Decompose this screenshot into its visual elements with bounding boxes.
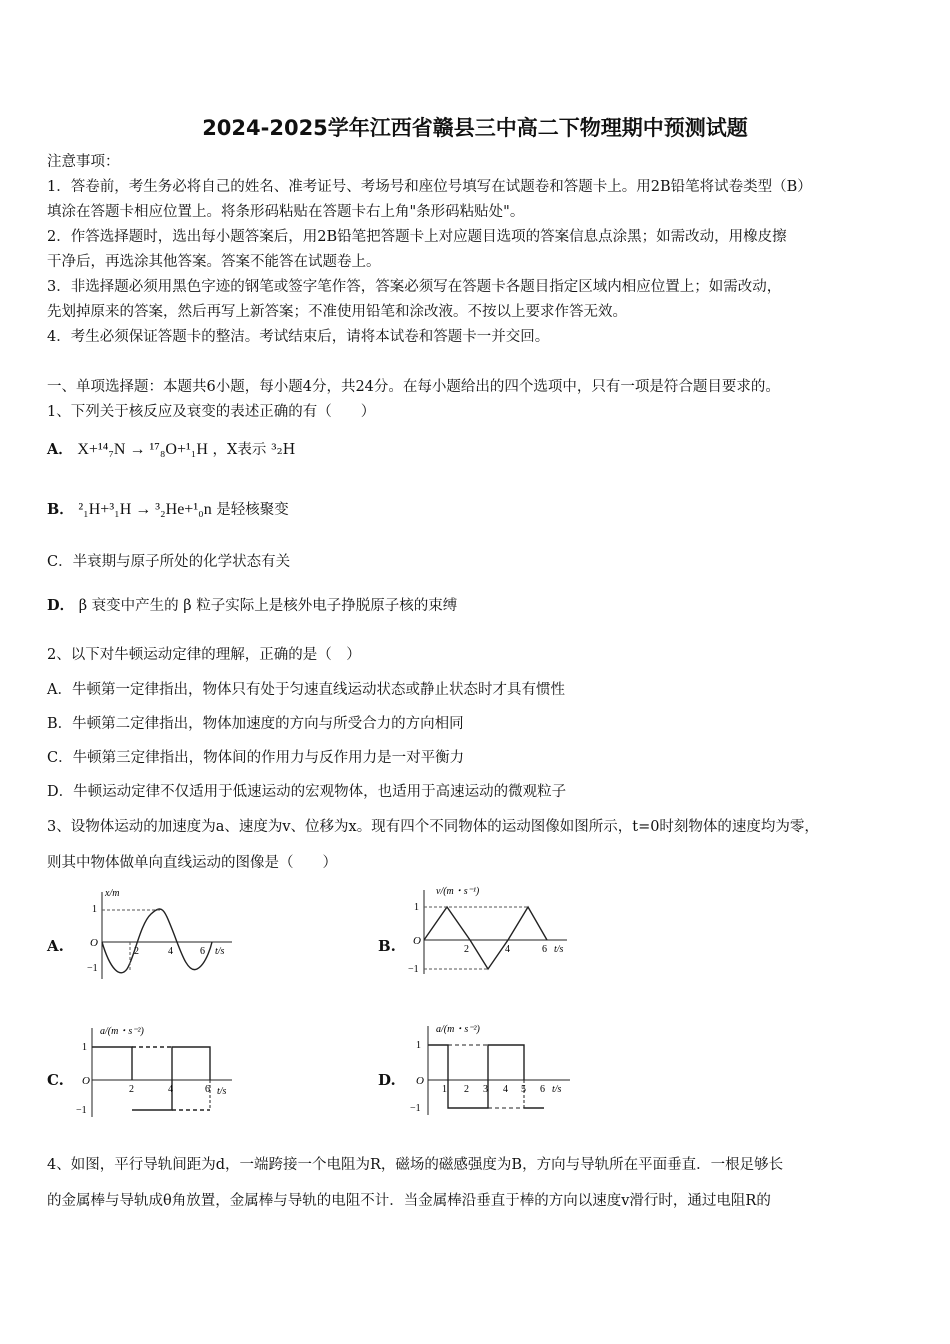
tick-label: 4 (505, 944, 510, 955)
q2-option-b: B．牛顿第二定律指出，物体加速度的方向与所受合力的方向相同 (47, 716, 464, 732)
notes-line: 1．答卷前，考生务必将自己的姓名、准考证号、考场号和座位号填写在试题卷和答题卡上。用2B铅笔将试卷类型（B） (47, 179, 812, 195)
q2-option-a: A．牛顿第一定律指出，物体只有处于匀速直线运动状态或静止状态时才具有惯性 (47, 682, 565, 698)
graph-b (402, 882, 577, 982)
tick-one: 1 (92, 904, 97, 915)
notes-line: 3．非选择题必须用黑色字迹的钢笔或签字笔作答，答案必须写在答题卡各题目指定区域内相应位置上；如需改动， (47, 279, 782, 295)
t-axis-label: t/s (217, 1086, 227, 1097)
q1-option-a (47, 440, 295, 460)
graph-a-label: A. (47, 937, 64, 955)
step-solid (92, 1047, 132, 1080)
question-2-stem: 2、以下对牛顿运动定律的理解，正确的是（ ） (47, 647, 361, 663)
y-axis-label: a/(m・s⁻²) (100, 1026, 144, 1037)
option-label: D． (47, 597, 75, 614)
triangle-wave (424, 907, 547, 969)
tick-minus-one: −1 (87, 963, 98, 974)
tick-label: 6 (540, 1084, 545, 1095)
graph-d-label: D. (378, 1071, 396, 1089)
question-4-stem: 4、如图，平行导轨间距为d，一端跨接一个电阻为R，磁场的磁感强度为B，方向与导轨所在平面垂直．一根足够长 (47, 1157, 784, 1173)
notes-line: 4．考生必须保证答题卡的整洁。考试结束后，请将本试卷和答题卡一并交回。 (47, 329, 550, 345)
q2-option-d: D．牛顿运动定律不仅适用于低速运动的宏观物体，也适用于高速运动的微观粒子 (47, 784, 567, 800)
tick-label: 6 (542, 944, 547, 955)
graph-b-label: B. (378, 937, 396, 955)
notes-heading: 注意事项： (47, 154, 120, 170)
tick-label: 2 (134, 946, 139, 957)
tick-minus-one: −1 (76, 1105, 87, 1116)
option-text: 是轻核聚变 (216, 502, 289, 518)
tick-label: 5 (521, 1084, 526, 1095)
y-axis-label: v/(m・s⁻¹) (436, 886, 480, 897)
origin-label: O (413, 935, 421, 947)
t-axis-label: t/s (552, 1084, 562, 1095)
q2-option-c: C．牛顿第三定律指出，物体间的作用力与反作用力是一对平衡力 (47, 750, 465, 766)
graph-a (72, 884, 242, 984)
tick-label: 4 (168, 946, 173, 957)
notes-line: 2．作答选择题时，选出每小题答案后，用2B铅笔把答题卡上对应题目选项的答案信息点涂黑；如需改动，用橡皮擦 (47, 229, 787, 245)
nuclear-equation: X+¹⁴₇N → ¹⁷₈O+¹₁H (77, 441, 208, 458)
origin-label: O (416, 1075, 424, 1087)
q1-option-c: C．半衰期与原子所处的化学状态有关 (47, 554, 291, 570)
tick-label: 4 (503, 1084, 508, 1095)
tick-label: 6 (205, 1084, 210, 1095)
y-axis-label: x/m (105, 888, 120, 899)
tick-one: 1 (82, 1042, 87, 1053)
tick-label: 2 (129, 1084, 134, 1095)
section-heading: 一、单项选择题：本题共6小题，每小题4分，共24分。在每小题给出的四个选项中，只有一项是符合题目要求的。 (47, 379, 780, 395)
tick-minus-one: −1 (410, 1103, 421, 1114)
option-label: A． (47, 441, 73, 458)
tick-label: 3 (483, 1084, 488, 1095)
question-3-stem: 3、设物体运动的加速度为a、速度为v、位移为x。现有四个不同物体的运动图像如图所示，t=0时刻物体的速度均为零， (47, 819, 819, 835)
t-axis-label: t/s (215, 946, 225, 957)
notes-line: 干净后，再选涂其他答案。答案不能答在试题卷上。 (47, 254, 381, 270)
origin-label: O (82, 1075, 90, 1087)
tick-minus-one: −1 (408, 964, 419, 975)
tick-one: 1 (416, 1040, 421, 1051)
graph-d (402, 1020, 577, 1120)
question-3-stem-cont: 则其中物体做单向直线运动的图像是（ ） (47, 855, 337, 871)
tick-label: 1 (442, 1084, 447, 1095)
tick-label: 2 (464, 944, 469, 955)
q1-option-d (47, 596, 457, 616)
tick-one: 1 (414, 902, 419, 913)
tick-label: 6 (200, 946, 205, 957)
notes-line: 先划掉原来的答案，然后再写上新答案；不准使用铅笔和涂改液。不按以上要求作答无效。 (47, 304, 627, 320)
step-solid (428, 1045, 524, 1108)
option-text: ，X表示 ³₂H (212, 442, 296, 458)
t-axis-label: t/s (554, 944, 564, 955)
question-1-stem: 1、下列关于核反应及衰变的表述正确的有（ ） (47, 404, 376, 420)
q1-option-b (47, 500, 289, 520)
tick-label: 2 (464, 1084, 469, 1095)
sine-curve (102, 909, 212, 973)
origin-label: O (90, 937, 98, 949)
option-text: β 衰变中产生的 β 粒子实际上是核外电子挣脱原子核的束缚 (78, 598, 458, 614)
y-axis-label: a/(m・s⁻²) (436, 1024, 480, 1035)
graph-c (72, 1022, 242, 1122)
notes-line: 填涂在答题卡相应位置上。将条形码粘贴在答题卡右上角"条形码粘贴处"。 (47, 204, 525, 220)
graph-c-label: C. (47, 1071, 64, 1089)
tick-label: 4 (168, 1084, 173, 1095)
question-4-stem-cont: 的金属棒与导轨成θ角放置，金属棒与导轨的电阻不计．当金属棒沿垂直于棒的方向以速度v滑行时，通过电阻R的 (47, 1193, 771, 1209)
page-title: 2024-2025学年江西省赣县三中高二下物理期中预测试题 (202, 116, 748, 140)
step-solid (132, 1047, 210, 1110)
nuclear-equation: ²₁H+³₁H → ³₂He+¹₀n (78, 501, 212, 518)
option-label: B． (47, 501, 74, 518)
